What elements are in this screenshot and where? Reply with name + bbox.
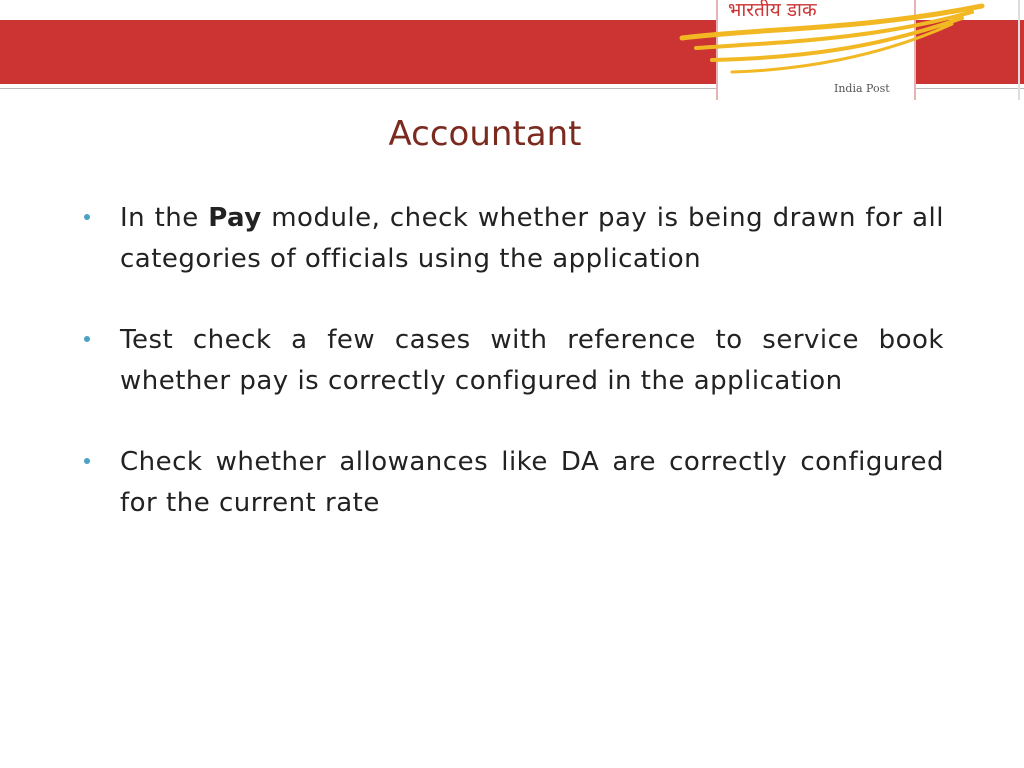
bullet-item [84, 320, 944, 402]
bullet-marker [84, 214, 90, 220]
bullet-marker [84, 336, 90, 342]
slide-right-edge [1018, 0, 1020, 100]
bullet-text-after: module, check whether pay is being drawn for all categories of officials using the application [120, 203, 944, 274]
bullet-text-before: In the [120, 203, 209, 233]
bullet-item [84, 198, 944, 280]
slide-header [0, 0, 1024, 100]
bullet-text [120, 198, 944, 280]
bullet-text: Test check a few cases with reference to service book whether pay is correctly configured in the application [120, 325, 944, 396]
bullet-marker [84, 458, 90, 464]
logo-english-text: India Post [834, 82, 890, 95]
slide-title: Accountant [388, 114, 582, 154]
bullet-item [84, 442, 944, 524]
bullet-text-bold: Pay [208, 203, 262, 233]
bullet-list [84, 198, 944, 564]
logo-swoosh-icon [672, 0, 992, 80]
logo-hindi-text: भारतीय डाक [728, 0, 817, 21]
bullet-text: Check whether allowances like DA are correctly configured for the current rate [120, 447, 944, 518]
